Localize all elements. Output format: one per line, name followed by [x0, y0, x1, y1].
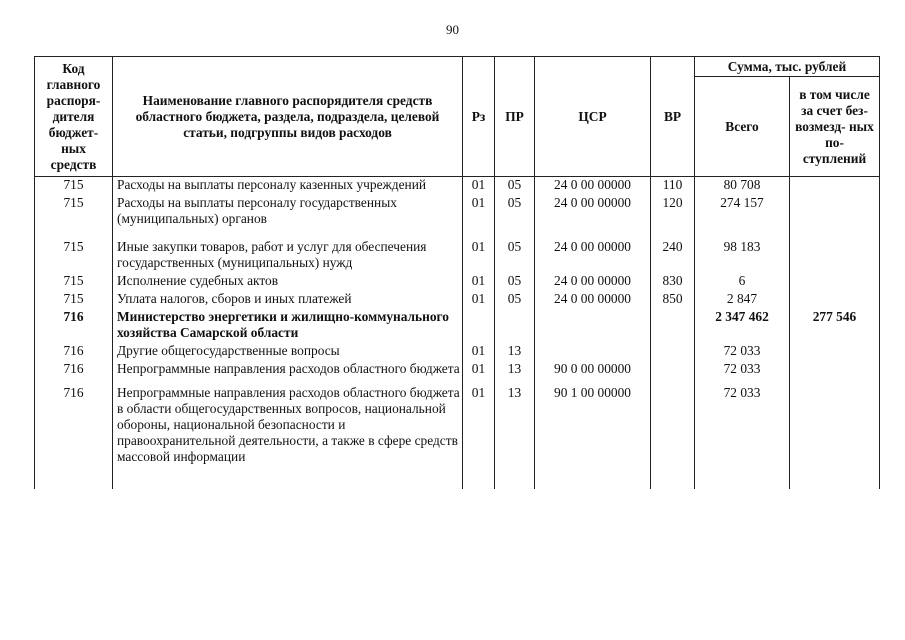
cell-total: 274 157 [695, 195, 790, 229]
cell-free [790, 361, 880, 379]
cell-pr: 05 [495, 177, 535, 196]
cell-csr [535, 343, 651, 361]
cell-code: 715 [35, 229, 113, 273]
header-name: Наименование главного распорядителя средств областного бюджета, раздела, подраздела, целевой статьи, подгруппы видов расходов [113, 57, 463, 177]
header-code: Код главного распоря- дителя бюджет- ных средств [35, 57, 113, 177]
cell-free [790, 343, 880, 361]
cell-total: 72 033 [695, 343, 790, 361]
cell-code: 716 [35, 361, 113, 379]
cell-rz: 01 [463, 229, 495, 273]
cell-name: Непрограммные направления расходов областного бюджета в области общегосударственных вопросов, национальной обороны, национальной безопасности и правоохранительной деятельности, а также в сфере средств массовой информации [113, 379, 463, 467]
page-number: 90 [446, 22, 459, 37]
cell-vr: 110 [651, 177, 695, 196]
cell-vr: 850 [651, 291, 695, 309]
cell-rz: 01 [463, 343, 495, 361]
cell-pr: 13 [495, 361, 535, 379]
table-row [35, 379, 880, 467]
cell-vr [651, 379, 695, 467]
cell-csr: 90 0 00 00000 [535, 361, 651, 379]
cell-code: 715 [35, 291, 113, 309]
cell-pr: 05 [495, 273, 535, 291]
header-total: Всего [695, 77, 790, 177]
cell-name: Расходы на выплаты персоналу казенных учреждений [113, 177, 463, 196]
cell-pr: 13 [495, 379, 535, 467]
cell-pr: 13 [495, 343, 535, 361]
cell-vr: 120 [651, 195, 695, 229]
cell-name: Уплата налогов, сборов и иных платежей [113, 291, 463, 309]
table-row [35, 229, 880, 273]
cell-vr: 830 [651, 273, 695, 291]
cell-pr: 05 [495, 229, 535, 273]
cell-csr: 90 1 00 00000 [535, 379, 651, 467]
table-row [35, 273, 880, 291]
cell-csr: 24 0 00 00000 [535, 195, 651, 229]
cell-csr: 24 0 00 00000 [535, 177, 651, 196]
table-row [35, 361, 880, 379]
cell-free [790, 229, 880, 273]
cell-total: 6 [695, 273, 790, 291]
cell-total: 2 847 [695, 291, 790, 309]
cell-code: 716 [35, 309, 113, 343]
header-csr: ЦСР [535, 57, 651, 177]
cell-free [790, 379, 880, 467]
cell-name: Иные закупки товаров, работ и услуг для обеспечения государственных (муниципальных) нужд [113, 229, 463, 273]
cell-rz: 01 [463, 273, 495, 291]
cell-free [790, 177, 880, 196]
cell-name: Другие общегосударственные вопросы [113, 343, 463, 361]
cell-name: Министерство энергетики и жилищно-коммунального хозяйства Самарской области [113, 309, 463, 343]
table-row-ministry [35, 309, 880, 343]
cell-vr [651, 309, 695, 343]
cell-csr: 24 0 00 00000 [535, 229, 651, 273]
cell-rz [463, 309, 495, 343]
cell-free [790, 273, 880, 291]
cell-total: 2 347 462 [695, 309, 790, 343]
cell-name: Непрограммные направления расходов областного бюджета [113, 361, 463, 379]
cell-free [790, 195, 880, 229]
header-sum: Сумма, тыс. рублей [695, 57, 880, 77]
cell-name: Исполнение судебных актов [113, 273, 463, 291]
cell-code: 716 [35, 343, 113, 361]
cell-vr [651, 343, 695, 361]
cell-rz: 01 [463, 361, 495, 379]
budget-table [34, 56, 880, 489]
cell-code: 715 [35, 195, 113, 229]
table-row [35, 291, 880, 309]
cell-code: 716 [35, 379, 113, 467]
cell-pr: 05 [495, 195, 535, 229]
cell-total: 80 708 [695, 177, 790, 196]
cell-pr [495, 309, 535, 343]
cell-vr [651, 361, 695, 379]
cell-rz: 01 [463, 195, 495, 229]
cell-code: 715 [35, 177, 113, 196]
table-row [35, 195, 880, 229]
header-rz: Рз [463, 57, 495, 177]
cell-free [790, 291, 880, 309]
cell-csr: 24 0 00 00000 [535, 291, 651, 309]
cell-vr: 240 [651, 229, 695, 273]
cell-rz: 01 [463, 177, 495, 196]
cell-code: 715 [35, 273, 113, 291]
cell-csr: 24 0 00 00000 [535, 273, 651, 291]
cell-rz: 01 [463, 291, 495, 309]
header-pr: ПР [495, 57, 535, 177]
table-filler-row [35, 467, 880, 489]
cell-name: Расходы на выплаты персоналу государственных (муниципальных) органов [113, 195, 463, 229]
cell-rz: 01 [463, 379, 495, 467]
cell-csr [535, 309, 651, 343]
cell-total: 72 033 [695, 361, 790, 379]
table-row [35, 177, 880, 196]
cell-total: 98 183 [695, 229, 790, 273]
table-row [35, 343, 880, 361]
cell-pr: 05 [495, 291, 535, 309]
header-vr: ВР [651, 57, 695, 177]
header-free: в том числе за счет без- возмезд- ных по- ступлений [790, 77, 880, 177]
cell-total: 72 033 [695, 379, 790, 467]
cell-free: 277 546 [790, 309, 880, 343]
